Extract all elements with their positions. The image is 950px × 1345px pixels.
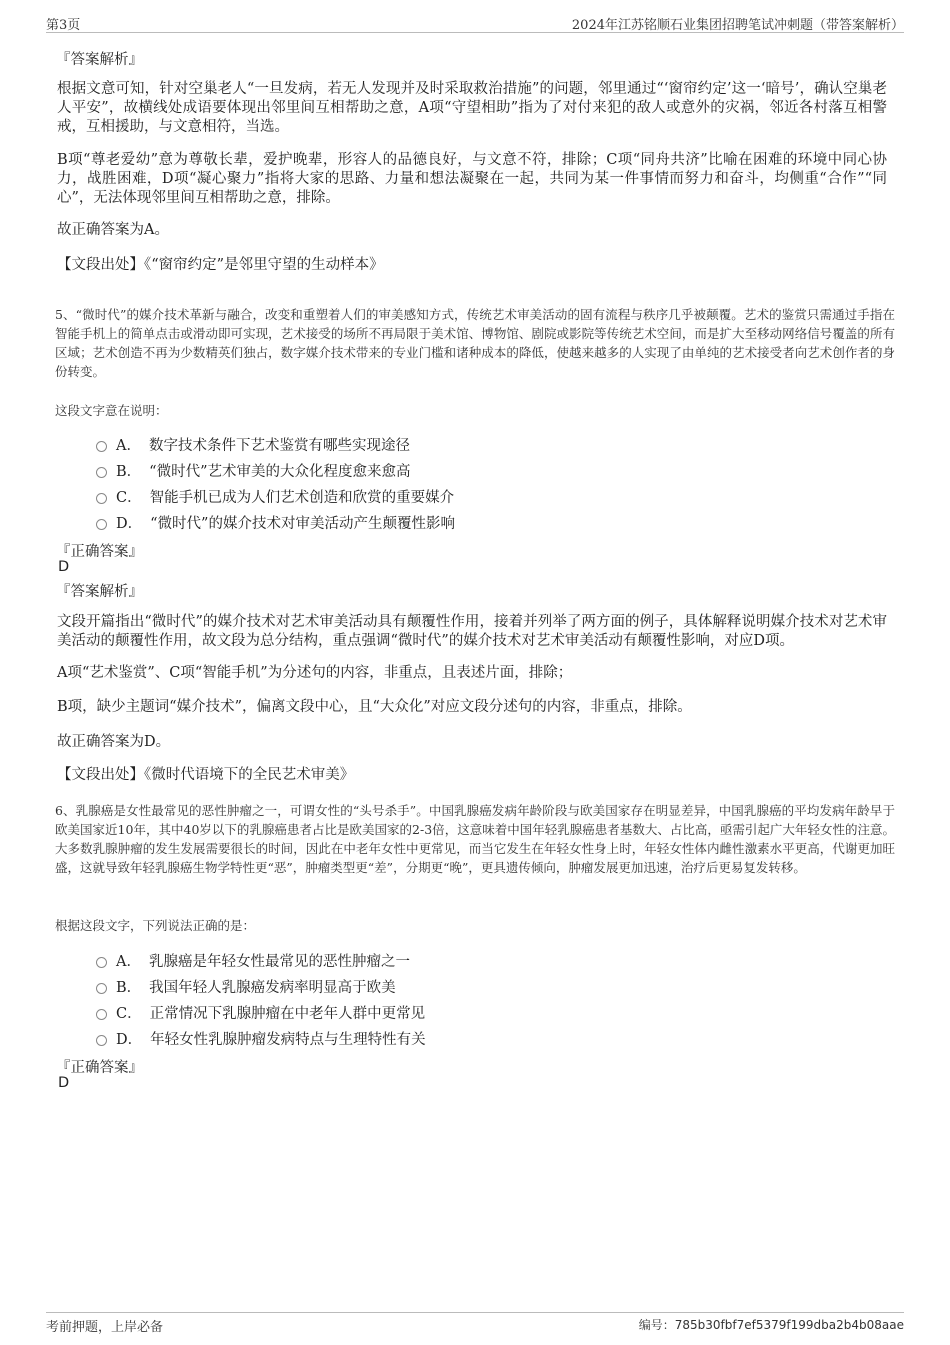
option-text: 数字技术条件下艺术鉴赏有哪些实现途径 <box>148 438 410 454</box>
radio-icon[interactable] <box>96 957 107 968</box>
option-letter: B． <box>116 980 142 996</box>
radio-icon[interactable] <box>96 1035 107 1046</box>
q6-answer-label: 『正确答案』 <box>56 1060 143 1076</box>
radio-icon[interactable] <box>96 493 107 504</box>
option-text: “微时代”的媒介技术对审美活动产生颠覆性影响 <box>150 516 455 532</box>
option-letter: A． <box>116 438 141 454</box>
option-text: 我国年轻人乳腺癌发病率明显高于欧美 <box>149 980 396 996</box>
q5-source: 【文段出处】《微时代语境下的全民艺术审美》 <box>57 767 355 783</box>
q5-option-b[interactable] <box>96 460 410 481</box>
q5-question-text: 5、“微时代”的媒介技术革新与融合，改变和重塑着人们的审美感知方式，传统艺术审美活动的固有流程与秩序几乎被颠覆。艺术的鉴赏只需通过手指在智能手机上的简单点击或滑动即可实现，艺术接受的场所不再局限于美术馆、博物馆、剧院或影院等传统艺术空间，而是扩大至移动网络信号覆盖的所有区域；艺术创造不再为少数精英们独占，数字媒介技术带来的专业门槛和诸种成本的降低，使越来越多的人实现了由单纯的艺术接受者向艺术创作者的身份转变。 <box>55 307 895 379</box>
footer-slogan: 考前押题，上岸必备 <box>46 1320 164 1335</box>
document-id: 编号：785b30fbf7ef5379f199dba2b4b08aae <box>638 1318 904 1332</box>
q6-option-b[interactable] <box>96 976 396 997</box>
option-letter: C． <box>116 1006 142 1022</box>
q6-option-d[interactable] <box>96 1028 426 1049</box>
radio-icon[interactable] <box>96 441 107 452</box>
option-text: 正常情况下乳腺肿瘤在中老年人群中更常见 <box>149 1006 426 1022</box>
document-title: 2024年江苏铭顺石业集团招聘笔试冲刺题（带答案解析） <box>571 18 904 33</box>
option-letter: D． <box>116 516 143 532</box>
q5-analysis-p3: B项，缺少主题词“媒介技术”，偏离文段中心，且“大众化”对应文段分述句的内容，非重点，排除。 <box>57 699 692 715</box>
q6-option-a[interactable] <box>96 950 410 971</box>
q6-stem: 根据这段文字，下列说法正确的是： <box>55 918 256 933</box>
q5-analysis-label: 『答案解析』 <box>56 584 143 600</box>
option-text: “微时代”艺术审美的大众化程度愈来愈高 <box>149 464 411 480</box>
page-header <box>46 14 904 33</box>
page-footer <box>46 1312 904 1333</box>
q4-analysis-p3: 故正确答案为A。 <box>57 222 169 238</box>
radio-icon[interactable] <box>96 519 107 530</box>
q4-analysis-label: 『答案解析』 <box>56 52 143 68</box>
q4-source: 【文段出处】《“窗帘约定”是邻里守望的生动样本》 <box>57 257 384 273</box>
q5-analysis-p2: A项“艺术鉴赏”、C项“智能手机”为分述句的内容，非重点，且表述片面，排除； <box>57 665 573 681</box>
option-text: 智能手机已成为人们艺术创造和欣赏的重要媒介 <box>149 490 455 506</box>
q6-option-c[interactable] <box>96 1002 425 1023</box>
q6-question-text: 6、乳腺癌是女性最常见的恶性肿瘤之一，可谓女性的“头号杀手”。中国乳腺癌发病年龄阶段与欧美国家存在明显差异，中国乳腺癌的平均发病年龄早于欧美国家近10年，其中40岁以下的乳腺癌患者占比是欧美国家的2-3倍，这意味着中国年轻乳腺癌患者基数大、占比高，亟需引起广大年轻女性的注意。大多数乳腺肿瘤的发生发展需要很长的时间，因此在中老年女性中更常见，而当它发生在年轻女性身上时，年轻女性体内雌性激素水平更高，代谢更加旺盛，这就导致年轻乳腺癌生物学特性更“恶”，肿瘤类型更“差”，分期更“晚”，更具遗传倾向，肿瘤发展更加迅速，治疗后更易复发转移。 <box>55 803 895 875</box>
q5-analysis-p4: 故正确答案为D。 <box>57 734 171 750</box>
q5-answer: D <box>58 559 70 575</box>
q5-option-a[interactable] <box>96 434 410 455</box>
q5-answer-label: 『正确答案』 <box>56 544 143 560</box>
radio-icon[interactable] <box>96 467 107 478</box>
q4-analysis-p2: B项“尊老爱幼”意为尊敬长辈，爱护晚辈，形容人的品德良好，与文意不符，排除；C项“同舟共济”比喻在困难的环境中同心协力，战胜困难，D项“凝心聚力”指将大家的思路、力量和想法凝聚在一起，共同为某一件事情而努力和奋斗，均侧重“合作”“同心”，无法体现邻里间互相帮助之意，排除。 <box>57 152 887 206</box>
radio-icon[interactable] <box>96 1009 107 1020</box>
option-letter: A． <box>116 954 141 970</box>
option-text: 年轻女性乳腺肿瘤发病特点与生理特性有关 <box>150 1032 426 1048</box>
q4-analysis-p1: 根据文意可知，针对空巢老人“一旦发病，若无人发现并及时采取救治措施”的问题，邻里通过“‘窗帘约定’这一‘暗号’，确认空巢老人平安”，故横线处成语要体现出邻里间互相帮助之意，A项“守望相助”指为了对付来犯的敌人或意外的灾祸，邻近各村落互相警戒，互相援助，与文意相符，当选。 <box>57 81 887 135</box>
option-letter: B． <box>116 464 142 480</box>
q5-option-d[interactable] <box>96 512 455 533</box>
page-number: 第3页 <box>46 18 81 33</box>
option-letter: D． <box>116 1032 143 1048</box>
q5-option-c[interactable] <box>96 486 454 507</box>
radio-icon[interactable] <box>96 983 107 994</box>
q5-analysis-p1: 文段开篇指出“微时代”的媒介技术对艺术审美活动具有颠覆性作用，接着并列举了两方面的例子，具体解释说明媒介技术对艺术审美活动的颠覆性作用，故文段为总分结构，重点强调“微时代”的媒介技术对艺术审美活动有颠覆性影响，对应D项。 <box>57 614 887 649</box>
q6-answer: D <box>58 1075 70 1091</box>
q5-stem: 这段文字意在说明： <box>55 403 168 418</box>
option-letter: C． <box>116 490 142 506</box>
option-text: 乳腺癌是年轻女性最常见的恶性肿瘤之一 <box>148 954 410 970</box>
